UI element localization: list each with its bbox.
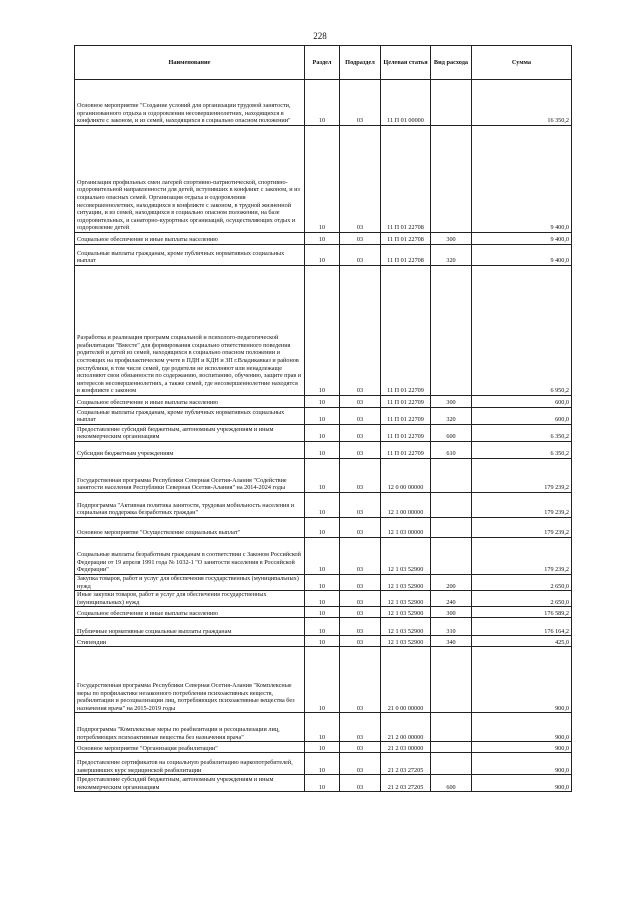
cell-name: Социальное обеспечение и иные выплаты населению	[75, 607, 305, 618]
table-row	[75, 233, 572, 245]
table-row	[75, 518, 572, 538]
header-name: Наименование	[75, 46, 305, 80]
cell-name: Основное мероприятие "Осуществление социальных выплат"	[75, 518, 305, 538]
cell-sum: 600,0	[472, 396, 572, 408]
cell-subsection: 03	[340, 575, 381, 591]
cell-section: 10	[305, 493, 340, 518]
cell-target: 12 1 03 52900	[381, 591, 431, 607]
page-number: 228	[313, 31, 327, 41]
cell-name: Организация профильных смен лагерей спортивно-патриотической, спортивно-оздоровительной направленности для детей, вступивших в конфликт с законом, и из социально опасных семей. Организация отдыха и оздоровления несовершеннолетних, находящихся в конфликте с законом, в трудной жизненной ситуации, и из семей, находящихся в социально опасном положении, на базе оздоровительных, и санаторно-курортных организаций, осуществляющих отдых и оздоровление детей	[75, 126, 305, 233]
cell-section: 10	[305, 607, 340, 618]
cell-sum: 900,0	[472, 713, 572, 742]
cell-section: 10	[305, 538, 340, 575]
cell-expense-type	[431, 647, 472, 713]
cell-subsection: 03	[340, 245, 381, 266]
cell-section: 10	[305, 647, 340, 713]
cell-section: 10	[305, 266, 340, 396]
cell-sum: 2 650,0	[472, 591, 572, 607]
table-row	[75, 636, 572, 647]
header-target: Целевая статья	[381, 46, 431, 80]
cell-sum: 6 350,2	[472, 425, 572, 442]
cell-sum: 179 239,2	[472, 493, 572, 518]
cell-expense-type: 320	[431, 408, 472, 425]
cell-sum: 6 350,2	[472, 442, 572, 459]
cell-subsection: 03	[340, 775, 381, 792]
cell-expense-type: 320	[431, 245, 472, 266]
cell-target: 21 2 03 27205	[381, 753, 431, 775]
cell-section: 10	[305, 753, 340, 775]
cell-target: 11 П 01 22708	[381, 233, 431, 245]
cell-expense-type: 300	[431, 396, 472, 408]
cell-subsection: 03	[340, 442, 381, 459]
cell-target: 12 0 00 00000	[381, 459, 431, 493]
cell-expense-type	[431, 80, 472, 126]
cell-section: 10	[305, 126, 340, 233]
cell-subsection: 03	[340, 425, 381, 442]
cell-name: Предоставление субсидий бюджетным, автономным учреждениям и иным некоммерческим организациям	[75, 775, 305, 792]
cell-expense-type: 300	[431, 607, 472, 618]
cell-target: 21 0 00 00000	[381, 647, 431, 713]
cell-target: 12 1 03 52900	[381, 618, 431, 636]
cell-sum: 9 400,0	[472, 245, 572, 266]
cell-expense-type: 600	[431, 775, 472, 792]
cell-subsection: 03	[340, 591, 381, 607]
table-row	[75, 493, 572, 518]
cell-target: 12 1 03 52900	[381, 575, 431, 591]
cell-section: 10	[305, 591, 340, 607]
cell-section: 10	[305, 575, 340, 591]
cell-section: 10	[305, 233, 340, 245]
cell-subsection: 03	[340, 753, 381, 775]
cell-sum: 176 164,2	[472, 618, 572, 636]
cell-target: 11 П 01 22708	[381, 126, 431, 233]
cell-name: Социальные выплаты гражданам, кроме публичных нормативных социальных выплат	[75, 408, 305, 425]
cell-sum: 2 650,0	[472, 575, 572, 591]
cell-subsection: 03	[340, 233, 381, 245]
cell-subsection: 03	[340, 742, 381, 753]
cell-section: 10	[305, 442, 340, 459]
cell-subsection: 03	[340, 266, 381, 396]
table-header-row	[75, 46, 572, 80]
cell-expense-type	[431, 538, 472, 575]
cell-sum: 9 400,0	[472, 233, 572, 245]
cell-target: 11 П 01 22709	[381, 425, 431, 442]
cell-sum: 425,0	[472, 636, 572, 647]
cell-name: Социальное обеспечение и иные выплаты населению	[75, 233, 305, 245]
cell-target: 11 П 01 22709	[381, 408, 431, 425]
cell-sum: 176 589,2	[472, 607, 572, 618]
cell-target: 11 П 01 22709	[381, 396, 431, 408]
cell-expense-type	[431, 742, 472, 753]
table-row	[75, 442, 572, 459]
cell-section: 10	[305, 425, 340, 442]
cell-expense-type	[431, 459, 472, 493]
cell-name: Основное мероприятие "Организация реабилитации"	[75, 742, 305, 753]
cell-expense-type	[431, 493, 472, 518]
cell-section: 10	[305, 408, 340, 425]
cell-expense-type	[431, 266, 472, 396]
cell-sum: 179 239,2	[472, 459, 572, 493]
cell-target: 11 П 01 22709	[381, 266, 431, 396]
cell-section: 10	[305, 742, 340, 753]
cell-expense-type	[431, 713, 472, 742]
cell-sum: 9 400,0	[472, 126, 572, 233]
cell-expense-type: 200	[431, 575, 472, 591]
cell-target: 21 2 00 00000	[381, 713, 431, 742]
cell-name: Государственная программа Республики Северная Осетия-Алания "Содействие занятости населения Республики Северная Осетия-Алания" на 2014-2024 годы	[75, 459, 305, 493]
cell-sum: 179 239,2	[472, 518, 572, 538]
cell-subsection: 03	[340, 647, 381, 713]
cell-name: Иные закупки товаров, работ и услуг для обеспечения государственных (муниципальных) нужд	[75, 591, 305, 607]
table-row	[75, 713, 572, 742]
cell-subsection: 03	[340, 607, 381, 618]
cell-target: 12 1 03 52900	[381, 538, 431, 575]
table-row	[75, 575, 572, 591]
cell-expense-type: 600	[431, 425, 472, 442]
cell-name: Публичные нормативные социальные выплаты гражданам	[75, 618, 305, 636]
cell-expense-type: 310	[431, 618, 472, 636]
table-row	[75, 753, 572, 775]
cell-name: Подпрограмма "Активная политика занятости, трудовая мобильность населения и социальная поддержка безработных граждан"	[75, 493, 305, 518]
cell-name: Закупка товаров, работ и услуг для обеспечения государственных (муниципальных) нужд	[75, 575, 305, 591]
header-subsection: Подраздел	[340, 46, 381, 80]
cell-sum: 600,0	[472, 408, 572, 425]
cell-name: Социальное обеспечение и иные выплаты населению	[75, 396, 305, 408]
cell-sum: 6 950,2	[472, 266, 572, 396]
header-expense-type: Вид расхода	[431, 46, 472, 80]
cell-expense-type	[431, 518, 472, 538]
table-row	[75, 538, 572, 575]
table-row	[75, 425, 572, 442]
cell-section: 10	[305, 618, 340, 636]
header-section: Раздел	[305, 46, 340, 80]
cell-target: 11 П 01 22708	[381, 245, 431, 266]
cell-sum: 900,0	[472, 742, 572, 753]
cell-name: Основное мероприятие "Создание условий для организации трудовой занятости, организованного отдыха и оздоровления несовершеннолетних, находящихся в конфликте с законом, и из семей, находящихся в социально опасном положении"	[75, 80, 305, 126]
table-row	[75, 266, 572, 396]
cell-expense-type	[431, 126, 472, 233]
cell-sum: 900,0	[472, 647, 572, 713]
cell-sum: 900,0	[472, 775, 572, 792]
cell-expense-type: 240	[431, 591, 472, 607]
cell-target: 11 П 01 22709	[381, 442, 431, 459]
table-row	[75, 607, 572, 618]
cell-name: Стипендии	[75, 636, 305, 647]
cell-section: 10	[305, 518, 340, 538]
cell-name: Субсидии бюджетным учреждениям	[75, 442, 305, 459]
table-row	[75, 245, 572, 266]
cell-section: 10	[305, 396, 340, 408]
table-row	[75, 80, 572, 126]
cell-sum: 16 350,2	[472, 80, 572, 126]
cell-subsection: 03	[340, 713, 381, 742]
table-row	[75, 459, 572, 493]
cell-subsection: 03	[340, 636, 381, 647]
cell-subsection: 03	[340, 459, 381, 493]
table-row	[75, 647, 572, 713]
table-row	[75, 618, 572, 636]
cell-name: Предоставление субсидий бюджетным, автономным учреждениям и иным некоммерческим организациям	[75, 425, 305, 442]
cell-target: 21 2 03 00000	[381, 742, 431, 753]
cell-subsection: 03	[340, 493, 381, 518]
cell-expense-type: 340	[431, 636, 472, 647]
header-sum: Сумма	[472, 46, 572, 80]
cell-target: 21 2 03 27205	[381, 775, 431, 792]
cell-name: Государственная программа Республики Северная Осетия-Алания "Комплексные меры по профилактике незаконного потребления психоактивных веществ, реабилитации и ресоциализации лиц, потребляющих психоактивные вещества без назначения врача" на 2015-2019 годы	[75, 647, 305, 713]
cell-target: 12 1 03 52900	[381, 636, 431, 647]
cell-subsection: 03	[340, 518, 381, 538]
cell-section: 10	[305, 775, 340, 792]
cell-section: 10	[305, 80, 340, 126]
cell-sum: 900,0	[472, 753, 572, 775]
cell-name: Разработка и реализация программ социальной и психолого-педагогической реабилитации "Вместе" для формирования социально ответственного поведения родителей и детей из семей, находящихся в социально опасном положении и состоящих на профилактическом учете в ПДН и КДН и ЗП г.Владикавказ и районов республики, в том числе семей, где родители не исполняют или ненадлежаще исполняют свои обязанности по содержанию, воспитанию, обучению, защите прав и интересов несовершеннолетних, а также семей, где несовершеннолетние находятся в конфликте с законом	[75, 266, 305, 396]
cell-subsection: 03	[340, 618, 381, 636]
cell-subsection: 03	[340, 126, 381, 233]
cell-subsection: 03	[340, 538, 381, 575]
cell-target: 12 1 00 00000	[381, 493, 431, 518]
cell-section: 10	[305, 459, 340, 493]
cell-name: Предоставление сертификатов на социальную реабилитацию наркопотребителей, завершивших курс медицинской реабилитации	[75, 753, 305, 775]
table-row	[75, 742, 572, 753]
cell-name: Социальные выплаты безработным гражданам в соответствии с Законом Российской Федерации от 19 апреля 1991 года № 1032-1 "О занятости населения в Российской Федерации"	[75, 538, 305, 575]
table-row	[75, 408, 572, 425]
cell-expense-type: 610	[431, 442, 472, 459]
table-row	[75, 396, 572, 408]
cell-expense-type: 300	[431, 233, 472, 245]
cell-section: 10	[305, 713, 340, 742]
table-row	[75, 775, 572, 792]
cell-expense-type	[431, 753, 472, 775]
cell-subsection: 03	[340, 396, 381, 408]
cell-target: 12 1 03 00000	[381, 518, 431, 538]
cell-subsection: 03	[340, 80, 381, 126]
cell-name: Социальные выплаты гражданам, кроме публичных нормативных социальных выплат	[75, 245, 305, 266]
budget-table	[74, 45, 572, 792]
cell-target: 12 1 03 52900	[381, 607, 431, 618]
cell-subsection: 03	[340, 408, 381, 425]
cell-target: 11 П 01 00000	[381, 80, 431, 126]
cell-name: Подпрограмма "Комплексные меры по реабилитации и ресоциализации лиц, потребляющих психоактивные вещества без назначения врача"	[75, 713, 305, 742]
table-row	[75, 591, 572, 607]
table-row	[75, 126, 572, 233]
cell-section: 10	[305, 245, 340, 266]
cell-section: 10	[305, 636, 340, 647]
cell-sum: 179 239,2	[472, 538, 572, 575]
